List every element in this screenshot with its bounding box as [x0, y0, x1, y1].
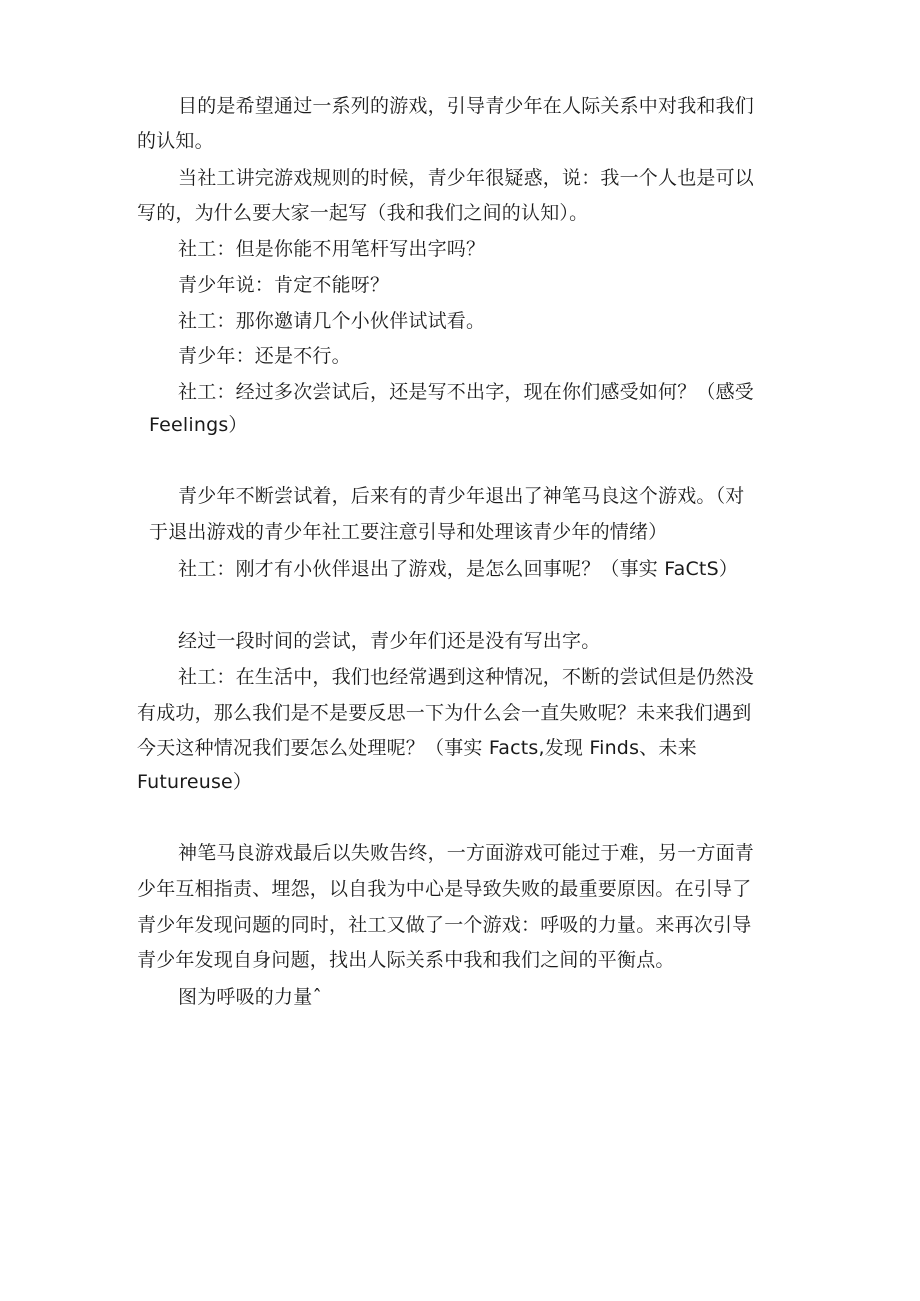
text-line: 图为呼吸的力量ˆ	[178, 986, 323, 1008]
text-line: 于退出游戏的青少年社工要注意引导和处理该青少年的情绪）	[149, 521, 668, 543]
text-line: 今天这种情况我们要怎么处理呢？（事实 Facts,发现 Finds、未来	[137, 737, 697, 759]
text-line: 社工：经过多次尝试后，还是写不出字，现在你们感受如何？（感受	[178, 381, 755, 403]
text-line: 经过一段时间的尝试，青少年们还是没有写出字。	[178, 630, 601, 652]
text-line: 社工：在生活中，我们也经常遇到这种情况，不断的尝试但是仍然没	[178, 666, 755, 688]
text-line: 的认知。	[137, 130, 214, 152]
text-line: 青少年发现自身问题，找出人际关系中我和我们之间的平衡点。	[137, 949, 675, 971]
text-line: 青少年不断尝试着，后来有的青少年退出了神笔马良这个游戏。（对	[178, 485, 745, 507]
text-line: 神笔马良游戏最后以失败告终，一方面游戏可能过于难，另一方面青	[178, 842, 755, 864]
text-line: 社工：但是你能不用笔杆写出字吗？	[178, 238, 486, 260]
text-line: 青少年发现问题的同时，社工又做了一个游戏：呼吸的力量。来再次引导	[137, 914, 752, 936]
text-line: Feelings）	[149, 414, 248, 436]
text-line: 目的是希望通过一系列的游戏，引导青少年在人际关系中对我和我们	[178, 95, 755, 117]
text-line: 青少年：还是不行。	[178, 345, 351, 367]
text-line: 当社工讲完游戏规则的时候，青少年很疑惑，说：我一个人也是可以	[178, 167, 755, 189]
text-line: 少年互相指责、埋怨，以自我为中心是导致失败的最重要原因。在引导了	[137, 878, 752, 900]
text-line: 社工：刚才有小伙伴退出了游戏，是怎么回事呢？（事实 FaCtS）	[178, 558, 739, 580]
text-line: 社工：那你邀请几个小伙伴试试看。	[178, 310, 486, 332]
text-line: 写的，为什么要大家一起写（我和我们之间的认知）。	[137, 202, 589, 224]
text-line: 有成功，那么我们是不是要反思一下为什么会一直失败呢？未来我们遇到	[137, 702, 752, 724]
text-line: 青少年说：肯定不能呀？	[178, 274, 390, 296]
text-line: Futureuse）	[137, 771, 253, 793]
